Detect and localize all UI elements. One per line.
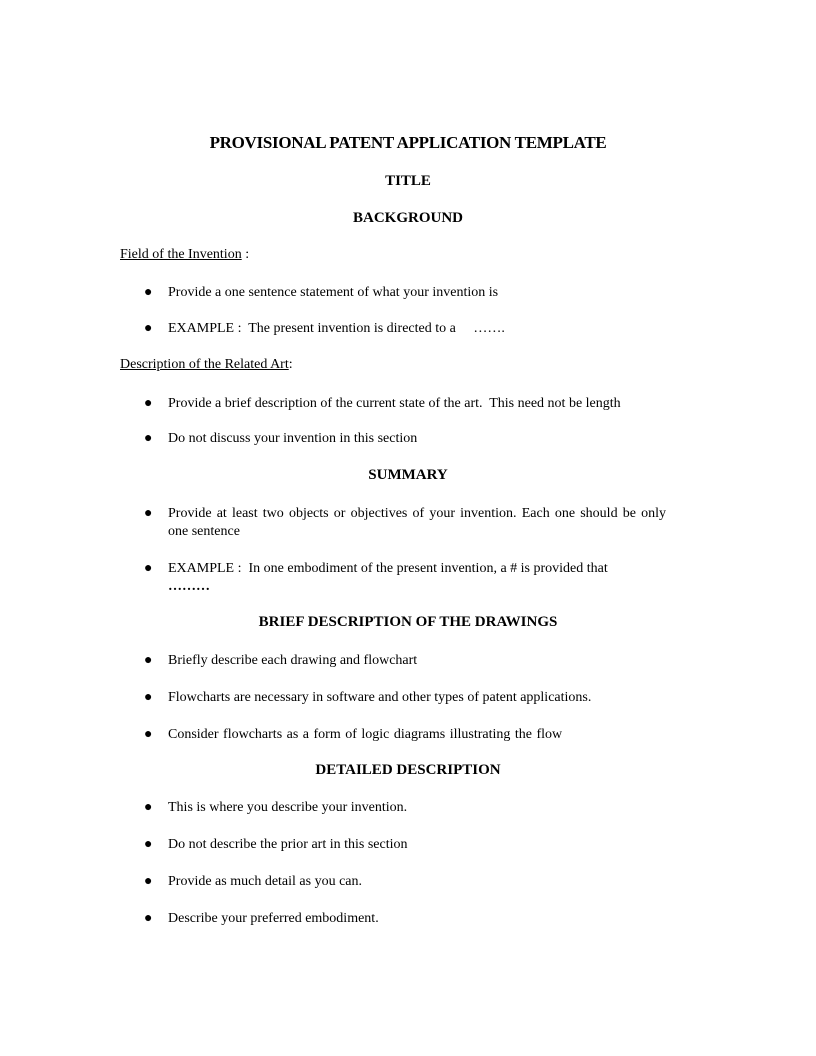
list-item-ellipsis: ………	[168, 579, 210, 594]
list-item-text: EXAMPLE : In one embodiment of the present invention, a # is provided that	[168, 561, 608, 576]
list-item	[140, 836, 680, 854]
field-of-invention-text: Field of the Invention	[120, 247, 242, 262]
drawings-heading: BRIEF DESCRIPTION OF THE DRAWINGS	[258, 614, 558, 630]
list-item-text: Provide a brief description of the current state of the art. This need not be length	[168, 396, 621, 411]
list-item-text: Flowcharts are necessary in software and other types of patent applications.	[168, 690, 592, 705]
summary-heading: SUMMARY	[368, 467, 448, 483]
list-item	[140, 430, 680, 448]
list-item	[140, 560, 680, 596]
list-item-text: Briefly describe each drawing and flowchart	[168, 653, 418, 668]
list-item	[140, 284, 680, 302]
title-heading: TITLE	[385, 173, 431, 189]
list-item-text-wrapper	[168, 560, 680, 596]
bullet-icon: ●	[144, 837, 153, 852]
bullet-icon: ●	[144, 653, 153, 668]
list-item	[140, 910, 680, 928]
bullet-icon: ●	[144, 690, 153, 705]
list-item	[140, 726, 680, 744]
bullet-icon: ●	[144, 396, 153, 411]
related-art-text: Description of the Related Art	[120, 357, 289, 372]
list-item-text: This is where you describe your invention.	[168, 800, 408, 815]
list-item	[140, 799, 680, 817]
document-title: PROVISIONAL PATENT APPLICATION TEMPLATE	[209, 133, 607, 152]
bullet-icon: ●	[144, 727, 153, 742]
list-item	[140, 689, 680, 707]
list-item	[140, 320, 680, 338]
list-item	[140, 652, 680, 670]
list-item-text: Do not discuss your invention in this section	[168, 431, 418, 446]
related-art-suffix: :	[288, 357, 293, 372]
bullet-icon: ●	[144, 800, 153, 815]
list-item	[140, 873, 680, 891]
list-item	[140, 505, 680, 541]
bullet-icon: ●	[144, 321, 153, 336]
related-art-label	[120, 357, 293, 373]
field-of-invention-label	[120, 247, 249, 263]
list-item-text: Do not describe the prior art in this section	[168, 837, 408, 852]
list-item-text: EXAMPLE : The present invention is directed to a …….	[168, 321, 505, 336]
bullet-icon: ●	[144, 874, 153, 889]
list-item-text: Provide at least two objects or objectives of your invention. Each one should be only one sentence	[168, 506, 666, 539]
list-item	[140, 395, 680, 413]
detailed-description-heading: DETAILED DESCRIPTION	[315, 762, 501, 778]
list-item-text: Consider flowcharts as a form of logic diagrams illustrating the flow	[168, 727, 563, 742]
list-item-text: Describe your preferred embodiment.	[168, 911, 379, 926]
bullet-icon: ●	[144, 285, 153, 300]
background-heading: BACKGROUND	[352, 210, 463, 226]
field-of-invention-suffix: :	[241, 247, 250, 262]
bullet-icon: ●	[144, 561, 153, 576]
bullet-icon: ●	[144, 911, 153, 926]
list-item-text: Provide as much detail as you can.	[168, 874, 363, 889]
bullet-icon: ●	[144, 506, 153, 521]
list-item-text: Provide a one sentence statement of what your invention is	[168, 285, 499, 300]
bullet-icon: ●	[144, 431, 153, 446]
